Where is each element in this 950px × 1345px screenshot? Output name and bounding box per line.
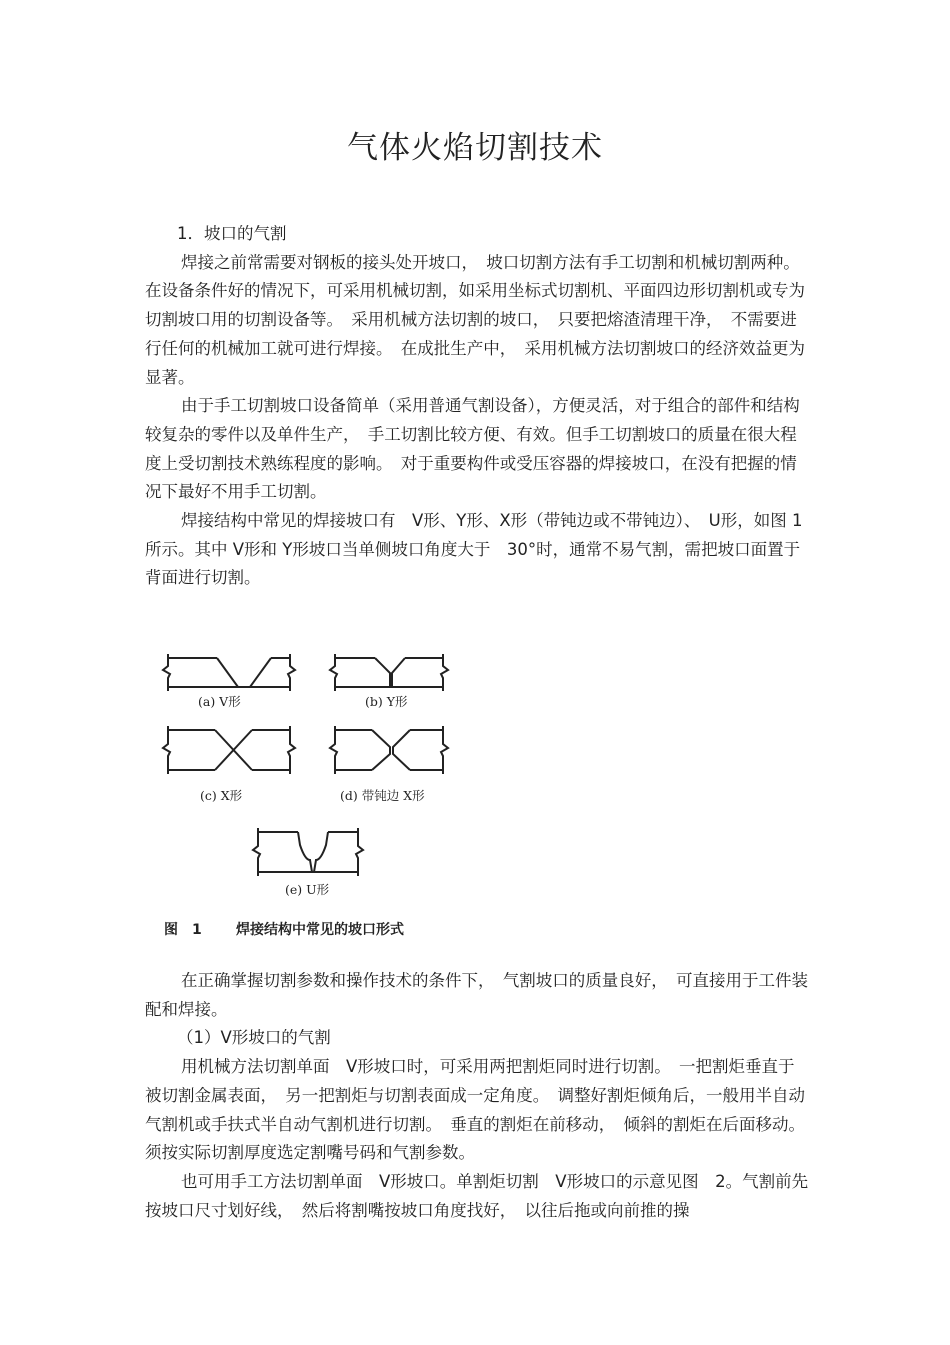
x-groove-with-land-drawing (330, 726, 448, 774)
label-y: (b) Y形 (365, 694, 408, 709)
figure-caption-number: 图 1 (164, 922, 202, 938)
paragraph: 也可用手工方法切割单面 V形坡口。单割炬切割 V形坡口的示意见图 2。气割前先按坡口尺寸划好线， 然后将割嘴按坡口角度找好， 以往后拖或向前推的操 (145, 1171, 809, 1220)
v-groove-drawing (163, 654, 295, 691)
paragraph: 在正确掌握切割参数和操作技术的条件下， 气割坡口的质量良好， 可直接用于工件装配和焊接。 (145, 971, 808, 1019)
document-title: 气体火焰切割技术 (347, 130, 603, 166)
section-1 (145, 220, 810, 593)
paragraph: 用机械方法切割单面 V形坡口时，可采用两把割炬同时进行切割。 一把割炬垂直于被切割金属表面， 另一把割炬与切割表面成一定角度。 调整好割炬倾角后，一般用半自动气割机或手扶式半自动气割机进行切割。 垂直的割炬在前移动， 倾斜的割炬在后面移动。须按实际切割厚度选定割嘴号码和气割参数。 (145, 1057, 805, 1163)
groove-figure (160, 640, 460, 940)
label-x: (c) X形 (200, 788, 243, 803)
label-x-land: (d) 带钝边 X形 (340, 788, 425, 803)
figure-caption: 焊接结构中常见的坡口形式 (236, 922, 404, 938)
label-v: (a) V形 (198, 694, 241, 709)
paragraph: 由于手工切割坡口设备简单（采用普通气割设备），方便灵活，对于组合的部件和结构较复杂的零件以及单件生产， 手工切割比较方便、有效。但手工切割坡口的质量在很大程度上受切割技术熟练程度的影响。 对于重要构件或受压容器的焊接坡口，在没有把握的情况下最好不用手工切割。 (145, 396, 800, 502)
x-groove-drawing (163, 726, 295, 774)
paragraph: 焊接之前常需要对钢板的接头处开坡口， 坡口切割方法有手工切割和机械切割两种。在设备条件好的情况下，可采用机械切割，如采用坐标式切割机、平面四边形切割机或专为切割坡口用的切割设备等。 采用机械方法切割的坡口， 只要把熔渣清理干净， 不需要进行任何的机械加工就可进行焊接。 在成批生产中， 采用机械方法切割坡口的经济效益更为显著。 (145, 252, 805, 387)
u-groove-drawing (253, 828, 363, 876)
y-groove-drawing (330, 654, 448, 691)
subsection-heading: （1）V形坡口的气割 (177, 1028, 331, 1048)
label-u: (e) U形 (285, 882, 330, 897)
section-heading: 1．坡口的气割 (177, 224, 287, 243)
paragraph: 焊接结构中常见的焊接坡口有 V形、Y形、X形（带钝边或不带钝边）、 U形，如图 1所示。其中 V形和 Y形坡口当单侧坡口角度大于 30°时，通常不易气割，需把坡口面置于背面进行切割。 (145, 511, 803, 588)
section-2 (145, 967, 810, 1225)
